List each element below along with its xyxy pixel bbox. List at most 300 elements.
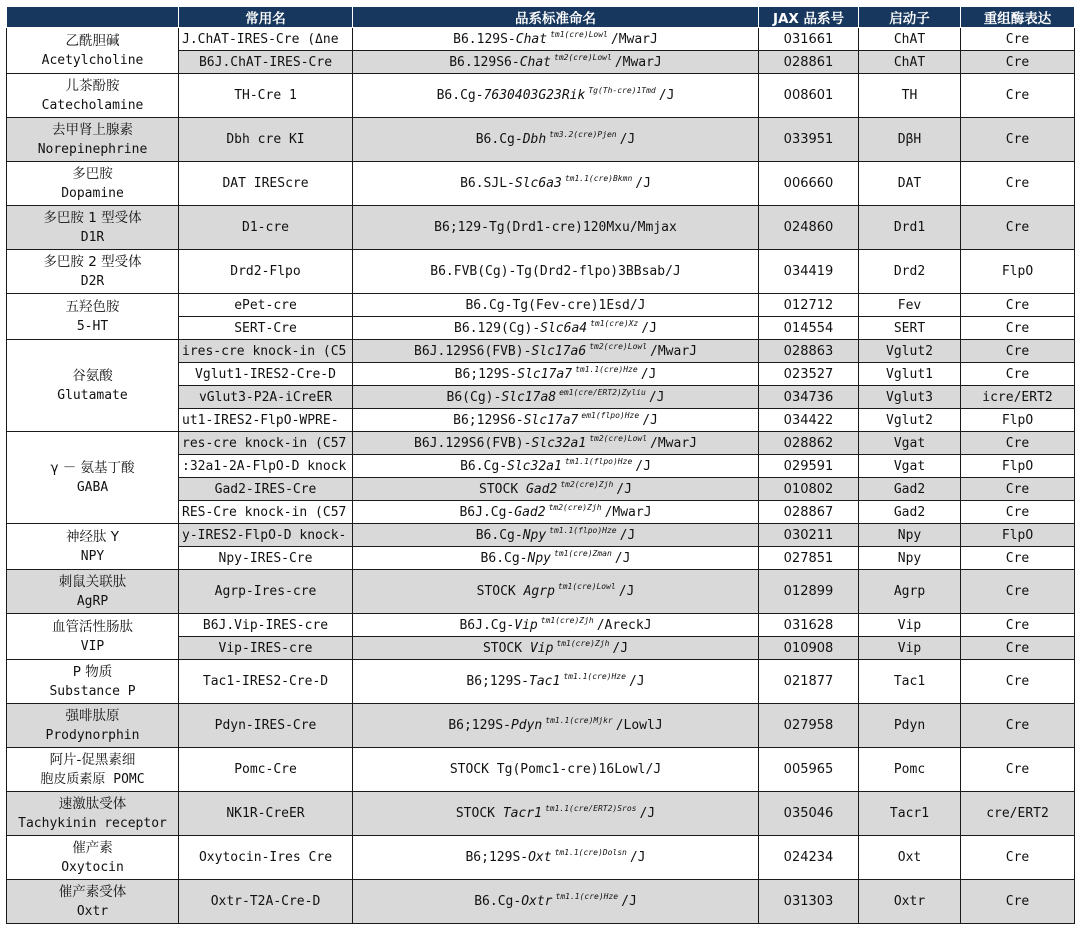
neurotransmitter-en: VIP [80, 638, 105, 654]
neurotransmitter-zh: 强啡肽原 [65, 707, 120, 724]
strain-prefix: B6;129-Tg(Drd1-cre)120Mxu/Mmjax [434, 220, 677, 235]
table-row [7, 524, 1075, 547]
common-name-cell: Gad2-IRES-Cre [179, 478, 353, 501]
promoter-cell: DβH [859, 118, 961, 162]
jax-number-cell: 033951 [759, 118, 859, 162]
common-name-cell: Oxtr-T2A-Cre-D [179, 880, 353, 924]
neurotransmitter-en: Norepinephrine [37, 141, 148, 157]
allele-superscript: tm1.1(cre)Hze [555, 892, 619, 901]
jax-number-cell: 028863 [759, 340, 859, 363]
table-row [7, 206, 1075, 250]
strain-suffix: /J [640, 366, 657, 382]
common-name-cell: :32a1-2A-FlpO-D knock [179, 455, 353, 478]
table-row [7, 162, 1075, 206]
gene-symbol: Slc6a4 [540, 320, 588, 336]
strain-prefix: B6;129S- [454, 366, 518, 382]
strain-suffix: /J [635, 176, 651, 191]
allele-superscript: tm1.1(flpo)Hze [564, 456, 633, 466]
strain-name-cell [353, 836, 759, 880]
neurotransmitter-cell [7, 614, 179, 660]
promoter-cell: Vgat [859, 432, 961, 455]
strain-prefix: B6J.129S6(FVB)- [414, 343, 532, 359]
strain-name-cell [353, 28, 759, 51]
neurotransmitter-en: AgRP [76, 593, 109, 609]
jax-number-cell: 005965 [759, 748, 859, 792]
common-name-cell: Drd2-Flpo [179, 250, 353, 294]
jax-number-cell: 008601 [759, 74, 859, 118]
neurotransmitter-zh: 多巴胺 2 型受体 [43, 253, 142, 270]
promoter-cell: Vgat [859, 455, 961, 478]
common-name-cell: DAT IREScre [179, 162, 353, 206]
strain-prefix: STOCK [482, 640, 530, 656]
gene-symbol: Pdyn [510, 718, 543, 733]
gene-symbol: Agrp [523, 584, 555, 599]
recombinase-cell: Cre [961, 206, 1075, 250]
jax-number-cell: 024234 [759, 836, 859, 880]
recombinase-cell: Cre [961, 478, 1075, 501]
neurotransmitter-zh: 多巴胺 1 型受体 [43, 209, 142, 226]
promoter-cell: ChAT [859, 28, 961, 51]
strain-prefix: B6.FVB(Cg)-Tg(Drd2-flpo)3BBsab/J [430, 264, 681, 279]
recombinase-cell: Cre [961, 363, 1075, 386]
recombinase-cell: Cre [961, 660, 1075, 704]
common-name-cell: Tac1-IRES2-Cre-D [179, 660, 353, 704]
strain-suffix: /J [628, 674, 645, 689]
strain-prefix: B6;129S6- [453, 412, 524, 428]
strain-name-cell [353, 501, 759, 524]
gene-symbol: Tacr1 [502, 806, 542, 821]
table-row [7, 432, 1075, 455]
common-name-cell: Oxytocin-Ires Cre [179, 836, 353, 880]
strain-suffix: /J [629, 850, 646, 865]
neurotransmitter-cell [7, 162, 179, 206]
strain-prefix: B6.129(Cg)- [454, 320, 541, 336]
neurotransmitter-cell [7, 748, 179, 792]
strain-suffix: /J [621, 894, 637, 909]
gene-symbol: Gad2 [526, 481, 558, 497]
neurotransmitter-en: Tachykinin receptor [18, 815, 167, 831]
promoter-cell: ChAT [859, 51, 961, 74]
common-name-cell: Npy-IRES-Cre [179, 547, 353, 570]
strain-suffix: /J [612, 640, 629, 656]
allele-superscript: tm1.1(cre)Mjkr [545, 716, 613, 725]
neurotransmitter-cell [7, 432, 179, 524]
table-row [7, 250, 1075, 294]
recombinase-cell: Cre [961, 51, 1075, 74]
neurotransmitter-en: NPY [80, 548, 105, 564]
promoter-cell: Agrp [859, 570, 961, 614]
jax-number-cell: 028862 [759, 432, 859, 455]
strain-suffix: /AreckJ [596, 617, 652, 633]
jax-number-cell: 010802 [759, 478, 859, 501]
strain-name-cell [353, 74, 759, 118]
gene-symbol: Slc17a6 [531, 343, 587, 359]
allele-superscript: tm1.1(cre)Hze [563, 672, 626, 681]
neurotransmitter-en: Glutamate [57, 387, 128, 403]
recombinase-cell: Cre [961, 317, 1075, 340]
promoter-cell: Oxt [859, 836, 961, 880]
neurotransmitter-zh: 神经肽 Y [65, 528, 120, 545]
allele-superscript: tm3.2(cre)Pjen [549, 130, 617, 139]
common-name-cell: RES-Cre knock-in (C57 [179, 501, 353, 524]
strain-name-cell [353, 317, 759, 340]
table-row [7, 340, 1075, 363]
header-promoter: 启动子 [859, 7, 961, 28]
strain-name-cell [353, 206, 759, 250]
jax-number-cell: 023527 [759, 363, 859, 386]
promoter-cell: Vip [859, 637, 961, 660]
promoter-cell: Drd2 [859, 250, 961, 294]
neurotransmitter-en: Oxtr [76, 903, 109, 919]
promoter-cell: Pomc [859, 748, 961, 792]
gene-symbol: Slc32a1 [531, 435, 587, 451]
strain-name-cell [353, 792, 759, 836]
neurotransmitter-cell [7, 836, 179, 880]
jax-number-cell: 028867 [759, 501, 859, 524]
neurotransmitter-zh: 阿片-促黑素细 [49, 751, 136, 768]
strain-name-cell [353, 455, 759, 478]
common-name-cell: B6J.ChAT-IRES-Cre [179, 51, 353, 74]
neurotransmitter-cell [7, 250, 179, 294]
promoter-cell: Gad2 [859, 501, 961, 524]
recombinase-cell: Cre [961, 74, 1075, 118]
gene-symbol: Slc17a7 [523, 412, 579, 428]
strain-prefix: B6.Cg- [480, 550, 528, 566]
promoter-cell: Vglut2 [859, 409, 961, 432]
promoter-cell: Tacr1 [859, 792, 961, 836]
neurotransmitter-zh: γ － 氨基丁酸 [50, 459, 135, 476]
strain-prefix: STOCK [479, 481, 526, 497]
strain-prefix: B6.SJL- [460, 176, 515, 191]
gene-symbol: Slc17a8 [501, 389, 557, 405]
recombinase-cell: Cre [961, 547, 1075, 570]
neurotransmitter-en: Dopamine [61, 185, 124, 201]
strain-name-cell [353, 294, 759, 317]
neurotransmitter-cell [7, 28, 179, 74]
gene-symbol: Npy [522, 527, 547, 543]
recombinase-cell: Cre [961, 836, 1075, 880]
common-name-cell: y-IRES2-FlpO-D knock- [179, 524, 353, 547]
promoter-cell: SERT [859, 317, 961, 340]
allele-superscript: tm1.1(cre)Hze [575, 364, 638, 374]
table-body [7, 28, 1075, 924]
table-row [7, 74, 1075, 118]
allele-superscript: tm1.1(cre/ERT2)Sros [544, 804, 637, 813]
strain-prefix: B6.Cg- [460, 458, 508, 474]
strain-name-cell [353, 409, 759, 432]
neurotransmitter-cell [7, 206, 179, 250]
promoter-cell: Vglut1 [859, 363, 961, 386]
neurotransmitter-en: Prodynorphin [45, 727, 140, 743]
common-name-cell: Pomc-Cre [179, 748, 353, 792]
allele-superscript: tm1(cre)Lowl [550, 29, 608, 39]
allele-superscript: tm1(cre)Zjh [556, 638, 610, 648]
strain-suffix: /J [614, 550, 631, 566]
common-name-cell: Vip-IRES-cre [179, 637, 353, 660]
gene-symbol: Npy [527, 550, 551, 566]
allele-superscript: em1(cre/ERT2)Zyliu [559, 387, 646, 397]
strain-prefix: B6J.129S6(FVB)- [414, 435, 532, 451]
strain-table-container [6, 6, 1074, 924]
strain-prefix: B6.Cg- [436, 88, 484, 103]
table-row [7, 880, 1075, 924]
header-common-name: 常用名 [179, 7, 353, 28]
strain-suffix: /MwarJ [650, 343, 697, 359]
strain-prefix: B6.Cg- [475, 132, 523, 147]
common-name-cell: Agrp-Ires-cre [179, 570, 353, 614]
common-name-cell: ePet-cre [179, 294, 353, 317]
table-row [7, 570, 1075, 614]
neurotransmitter-zh: 催产素受体 [58, 883, 127, 900]
promoter-cell: Tac1 [859, 660, 961, 704]
strain-name-cell [353, 748, 759, 792]
neurotransmitter-zh: 乙酰胆碱 [65, 32, 120, 49]
gene-symbol: Slc17a7 [517, 366, 573, 382]
allele-superscript: tm2(cre)Zjh [548, 502, 602, 512]
promoter-cell: Fev [859, 294, 961, 317]
strain-name-cell [353, 614, 759, 637]
neurotransmitter-zh: 谷氨酸 [72, 367, 113, 384]
table-row [7, 836, 1075, 880]
strain-prefix: B6.Cg- [475, 527, 523, 543]
allele-superscript: tm1(cre)Lowl [557, 582, 616, 591]
gene-symbol: Oxtr [521, 894, 553, 909]
neurotransmitter-cell [7, 524, 179, 570]
table-row [7, 28, 1075, 51]
jax-number-cell: 006660 [759, 162, 859, 206]
neurotransmitter-en: 5-HT [76, 318, 109, 334]
table-row [7, 792, 1075, 836]
recombinase-cell: Cre [961, 501, 1075, 524]
recombinase-cell: Cre [961, 704, 1075, 748]
recombinase-cell: FlpO [961, 250, 1075, 294]
promoter-cell: Npy [859, 524, 961, 547]
allele-superscript: tm2(cre)Lowl [554, 52, 612, 62]
header-strain-nomenclature: 品系标准命名 [353, 7, 759, 28]
recombinase-cell: Cre [961, 637, 1075, 660]
recombinase-cell: icre/ERT2 [961, 386, 1075, 409]
neurotransmitter-zh: 多巴胺 [72, 165, 113, 182]
recombinase-cell: Cre [961, 880, 1075, 924]
strain-suffix: /J [618, 584, 635, 599]
common-name-cell: TH-Cre 1 [179, 74, 353, 118]
strain-name-cell [353, 478, 759, 501]
promoter-cell: Gad2 [859, 478, 961, 501]
strain-prefix: B6.129S- [453, 31, 516, 47]
neurotransmitter-en: D1R [80, 229, 105, 245]
allele-superscript: tm1.1(flpo)Hze [549, 525, 617, 535]
recombinase-cell: Cre [961, 162, 1075, 206]
strain-suffix: /MwarJ [650, 435, 697, 451]
gene-symbol: Tac1 [529, 674, 561, 689]
strain-suffix: /J [635, 458, 651, 474]
allele-superscript: tm1.1(cre)Dolsn [554, 848, 627, 857]
allele-superscript: tm1(cre)Zman [554, 548, 612, 558]
gene-symbol: Oxt [528, 850, 552, 865]
recombinase-cell: Cre [961, 748, 1075, 792]
table-row [7, 294, 1075, 317]
header-jax-number: JAX 品系号 [759, 7, 859, 28]
neurotransmitter-en: Oxytocin [61, 859, 124, 875]
neurotransmitter-zh: 去甲肾上腺素 [52, 121, 133, 138]
jax-number-cell: 012712 [759, 294, 859, 317]
promoter-cell: Pdyn [859, 704, 961, 748]
jax-number-cell: 027958 [759, 704, 859, 748]
recombinase-cell: Cre [961, 28, 1075, 51]
jax-number-cell: 030211 [759, 524, 859, 547]
strain-prefix: B6(Cg)- [446, 389, 502, 405]
neurotransmitter-en: D2R [80, 273, 105, 289]
recombinase-cell: Cre [961, 340, 1075, 363]
strain-name-cell [353, 386, 759, 409]
gene-symbol: Chat [519, 54, 551, 70]
neurotransmitter-zh: 刺鼠关联肽 [58, 573, 127, 590]
neurotransmitter-en: GABA [76, 479, 109, 495]
strain-prefix: B6;129S- [448, 718, 511, 733]
recombinase-cell: FlpO [961, 409, 1075, 432]
neurotransmitter-en: Acetylcholine [41, 52, 144, 68]
strain-name-cell [353, 118, 759, 162]
strain-suffix: /J [619, 527, 636, 543]
strain-suffix: /MwarJ [610, 31, 658, 47]
strain-name-cell [353, 704, 759, 748]
recombinase-cell: Cre [961, 432, 1075, 455]
promoter-cell: Npy [859, 547, 961, 570]
neurotransmitter-zh: P 物质 [72, 663, 113, 680]
strain-name-cell [353, 162, 759, 206]
neurotransmitter-en: Catecholamine [41, 97, 144, 113]
gene-symbol: Gad2 [514, 504, 546, 520]
neurotransmitter-cell [7, 294, 179, 340]
recombinase-cell: Cre [961, 570, 1075, 614]
neurotransmitter-en: 胞皮质素原 POMC [40, 771, 145, 787]
table-row [7, 614, 1075, 637]
allele-superscript: em1(flpo)Hze [581, 410, 640, 420]
gene-symbol: Dbh [522, 132, 547, 147]
allele-superscript: tm1(cre)Xz [590, 318, 639, 328]
neurotransmitter-cell [7, 704, 179, 748]
promoter-cell: Oxtr [859, 880, 961, 924]
strain-suffix: /J [619, 132, 636, 147]
neurotransmitter-cell [7, 74, 179, 118]
promoter-cell: DAT [859, 162, 961, 206]
neurotransmitter-cell [7, 792, 179, 836]
strain-name-cell [353, 880, 759, 924]
jax-number-cell: 012899 [759, 570, 859, 614]
allele-superscript: tm2(cre)Lowl [589, 341, 648, 351]
strain-prefix: B6;129S- [466, 674, 530, 689]
common-name-cell: SERT-Cre [179, 317, 353, 340]
mouse-strain-table [6, 6, 1075, 924]
table-row [7, 660, 1075, 704]
strain-suffix: /J [639, 806, 656, 821]
allele-superscript: tm1.1(cre)Bkmn [564, 174, 633, 183]
neurotransmitter-zh: 血管活性肠肽 [52, 618, 133, 635]
strain-suffix: /LowlJ [615, 718, 663, 733]
strain-suffix: /J [642, 412, 658, 428]
strain-name-cell [353, 637, 759, 660]
common-name-cell: ires-cre knock-in (C5 [179, 340, 353, 363]
jax-number-cell: 028861 [759, 51, 859, 74]
neurotransmitter-zh: 儿茶酚胺 [65, 77, 120, 94]
promoter-cell: Vglut2 [859, 340, 961, 363]
neurotransmitter-cell [7, 660, 179, 704]
jax-number-cell: 027851 [759, 547, 859, 570]
strain-prefix: B6.Cg- [474, 894, 522, 909]
strain-name-cell [353, 51, 759, 74]
gene-symbol: Vip [529, 640, 554, 656]
neurotransmitter-cell [7, 570, 179, 614]
strain-prefix: B6J.Cg- [459, 617, 515, 633]
gene-symbol: Chat [515, 31, 548, 47]
gene-symbol: Slc32a1 [507, 458, 562, 474]
neurotransmitter-zh: 速激肽受体 [58, 795, 127, 812]
allele-superscript: tm2(cre)Zjh [560, 479, 614, 489]
jax-number-cell: 014554 [759, 317, 859, 340]
recombinase-cell: Cre [961, 294, 1075, 317]
promoter-cell: TH [859, 74, 961, 118]
neurotransmitter-zh: 五羟色胺 [65, 298, 120, 315]
promoter-cell: Vglut3 [859, 386, 961, 409]
gene-symbol: Vip [514, 617, 538, 633]
strain-suffix: /J [616, 481, 632, 497]
header-recombinase: 重组酶表达 [961, 7, 1075, 28]
strain-prefix: B6;129S- [465, 850, 529, 865]
jax-number-cell: 034419 [759, 250, 859, 294]
strain-name-cell [353, 250, 759, 294]
strain-prefix: B6.Cg-Tg(Fev-cre)1Esd/J [465, 297, 646, 313]
neurotransmitter-en: Substance P [49, 683, 136, 699]
jax-number-cell: 010908 [759, 637, 859, 660]
common-name-cell: Pdyn-IRES-Cre [179, 704, 353, 748]
neurotransmitter-cell [7, 340, 179, 432]
common-name-cell: Vglut1-IRES2-Cre-D [179, 363, 353, 386]
strain-name-cell [353, 547, 759, 570]
common-name-cell: Dbh cre KI [179, 118, 353, 162]
header-neurotransmitter [7, 7, 179, 28]
promoter-cell: Vip [859, 614, 961, 637]
strain-name-cell [353, 432, 759, 455]
common-name-cell: vGlut3-P2A-iCreER [179, 386, 353, 409]
strain-prefix: STOCK [455, 806, 503, 821]
neurotransmitter-cell [7, 118, 179, 162]
strain-suffix: /J [658, 88, 675, 103]
common-name-cell: D1-cre [179, 206, 353, 250]
strain-prefix: B6.129S6- [449, 54, 520, 70]
neurotransmitter-cell [7, 880, 179, 924]
strain-suffix: /J [648, 389, 665, 405]
table-row [7, 118, 1075, 162]
common-name-cell: res-cre knock-in (C57 [179, 432, 353, 455]
common-name-cell: J.ChAT-IRES-Cre (Δne [179, 28, 353, 51]
jax-number-cell: 034736 [759, 386, 859, 409]
table-row [7, 704, 1075, 748]
promoter-cell: Drd1 [859, 206, 961, 250]
jax-number-cell: 031303 [759, 880, 859, 924]
jax-number-cell: 031661 [759, 28, 859, 51]
jax-number-cell: 035046 [759, 792, 859, 836]
header-row [7, 7, 1075, 28]
allele-superscript: tm2(cre)Lowl [589, 433, 648, 443]
jax-number-cell: 021877 [759, 660, 859, 704]
strain-suffix: /J [641, 320, 657, 336]
table-row [7, 748, 1075, 792]
strain-prefix: B6J.Cg- [459, 504, 515, 520]
strain-name-cell [353, 570, 759, 614]
jax-number-cell: 031628 [759, 614, 859, 637]
recombinase-cell: cre/ERT2 [961, 792, 1075, 836]
strain-name-cell [353, 363, 759, 386]
